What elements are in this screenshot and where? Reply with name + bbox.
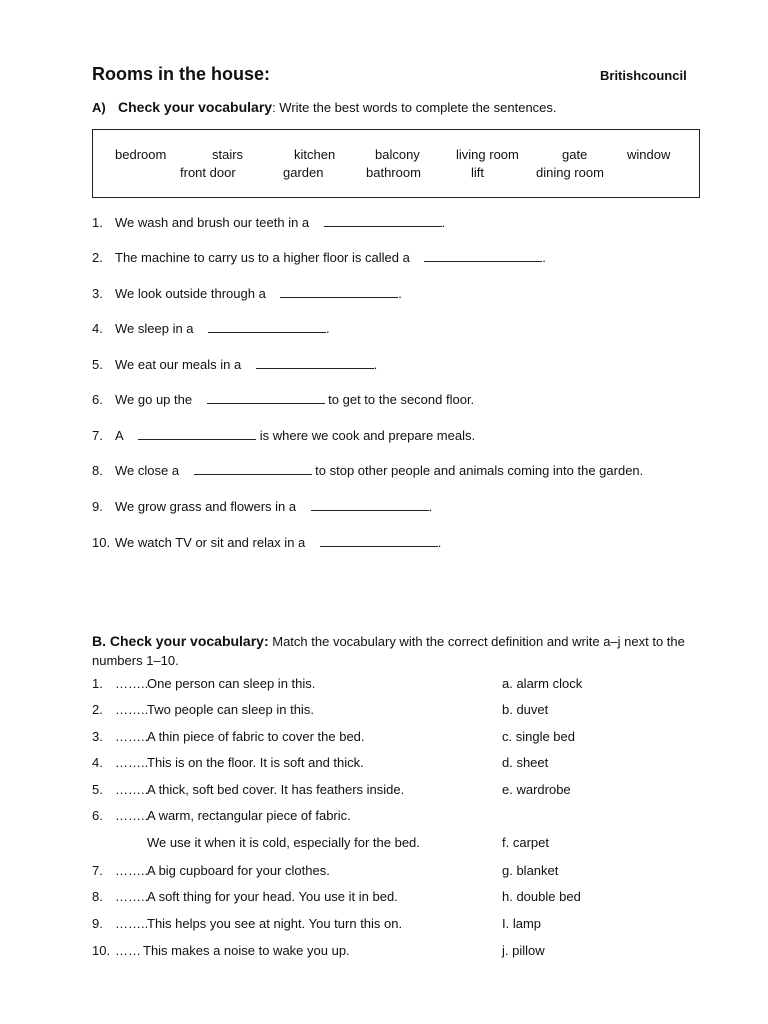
question-number: 8. xyxy=(92,463,103,478)
question-row xyxy=(92,391,474,407)
match-answer-dots[interactable]: …… xyxy=(115,943,141,958)
match-option: f. carpet xyxy=(502,835,549,850)
word-bank-item: gate xyxy=(562,147,588,162)
match-option: j. pillow xyxy=(502,943,545,958)
match-answer-dots[interactable]: …….. xyxy=(115,729,149,744)
question-text-after: . xyxy=(542,250,546,265)
match-option: e. wardrobe xyxy=(502,782,571,797)
match-number: 9. xyxy=(92,916,103,931)
question-text: We watch TV or sit and relax in a xyxy=(115,535,306,550)
question-row xyxy=(92,320,330,336)
match-number: 2. xyxy=(92,702,103,717)
answer-blank[interactable] xyxy=(424,249,542,262)
section-b-instruction: Match the vocabulary with the correct definition and write a–j next to the numbers 1–10. xyxy=(92,634,685,668)
section-a-header xyxy=(92,99,557,115)
word-bank-item: dining room xyxy=(536,165,604,180)
match-item xyxy=(92,782,404,797)
question-row xyxy=(92,534,441,550)
question-number: 6. xyxy=(92,392,103,407)
question-text: We go up the xyxy=(115,392,193,407)
question-number: 9. xyxy=(92,499,103,514)
question-row xyxy=(92,285,402,301)
question-text-after: . xyxy=(325,321,330,336)
match-item xyxy=(92,943,350,958)
word-bank-item: garden xyxy=(283,165,324,180)
match-option: c. single bed xyxy=(502,729,575,744)
word-bank-item: kitchen xyxy=(294,147,336,162)
match-item xyxy=(92,863,330,878)
match-answer-dots[interactable]: …….. xyxy=(115,676,149,691)
match-number: 5. xyxy=(92,782,103,797)
question-row xyxy=(92,498,432,514)
source-label: Britishcouncil xyxy=(600,68,687,83)
question-text: The machine to carry us to a higher floor is called a xyxy=(115,250,410,265)
section-a-instruction: : Write the best words to complete the sentences. xyxy=(272,100,557,115)
word-bank-item: lift xyxy=(471,165,484,180)
match-option: g. blanket xyxy=(502,863,559,878)
question-row xyxy=(92,462,643,478)
section-a-label: A) xyxy=(92,100,106,115)
match-definition: A thick, soft bed cover. It has feathers inside. xyxy=(147,782,405,797)
match-definition: A big cupboard for your clothes. xyxy=(147,863,330,878)
page-title: Rooms in the house: xyxy=(92,64,271,84)
match-item xyxy=(92,916,402,931)
question-text: A xyxy=(115,428,124,443)
question-text-after: . xyxy=(437,535,442,550)
match-answer-dots[interactable]: …….. xyxy=(115,889,149,904)
match-item xyxy=(92,755,364,770)
question-row xyxy=(92,356,377,372)
answer-blank[interactable] xyxy=(256,356,374,369)
question-text-after: . xyxy=(398,286,402,301)
question-number: 4. xyxy=(92,321,103,336)
answer-blank[interactable] xyxy=(324,214,442,227)
question-row xyxy=(92,214,445,230)
word-bank-item: bedroom xyxy=(115,147,167,162)
question-row xyxy=(92,249,546,265)
match-number: 10. xyxy=(92,943,111,958)
match-definition: One person can sleep in this. xyxy=(147,676,316,691)
match-item xyxy=(92,702,314,717)
match-option: h. double bed xyxy=(502,889,581,904)
question-text-after: . xyxy=(428,499,433,514)
question-text-after: to get to the second floor. xyxy=(328,392,475,407)
word-bank-item: window xyxy=(627,147,671,162)
answer-blank[interactable] xyxy=(311,498,429,511)
match-item xyxy=(92,808,351,823)
match-number: 1. xyxy=(92,676,103,691)
match-option: b. duvet xyxy=(502,702,549,717)
match-number: 3. xyxy=(92,729,103,744)
match-definition: This is on the floor. It is soft and thick. xyxy=(147,755,364,770)
match-item xyxy=(92,676,315,691)
question-number: 2. xyxy=(92,250,103,265)
match-definition: This helps you see at night. You turn this on. xyxy=(147,916,403,931)
word-bank-item: bathroom xyxy=(366,165,421,180)
question-text-after: is where we cook and prepare meals. xyxy=(259,428,476,443)
question-text-after: to stop other people and animals coming into the garden. xyxy=(315,463,644,478)
match-option: d. sheet xyxy=(502,755,549,770)
answer-blank[interactable] xyxy=(138,427,256,440)
match-answer-dots[interactable]: …….. xyxy=(115,916,149,931)
question-text: We eat our meals in a xyxy=(115,357,242,372)
word-bank-item: stairs xyxy=(212,147,244,162)
question-text: We look outside through a xyxy=(115,286,266,301)
match-answer-dots[interactable]: …….. xyxy=(115,782,149,797)
match-definition: This makes a noise to wake you up. xyxy=(143,943,350,958)
word-bank-box xyxy=(92,129,700,198)
match-item xyxy=(92,729,365,744)
section-b-header xyxy=(92,632,702,670)
match-definition: A warm, rectangular piece of fabric. xyxy=(147,808,351,823)
question-number: 10. xyxy=(92,535,111,550)
answer-blank[interactable] xyxy=(207,391,325,404)
section-a-heading: Check your vocabulary xyxy=(118,99,273,115)
question-text: We sleep in a xyxy=(115,321,194,336)
match-number: 8. xyxy=(92,889,103,904)
question-text-after: . xyxy=(441,215,446,230)
match-option: a. alarm clock xyxy=(502,676,583,691)
answer-blank[interactable] xyxy=(320,534,438,547)
word-bank-item: balcony xyxy=(375,147,420,162)
match-definition: A soft thing for your head. You use it in bed. xyxy=(147,889,398,904)
match-answer-dots[interactable]: …….. xyxy=(115,755,149,770)
question-number: 3. xyxy=(92,286,103,301)
match-number: 6. xyxy=(92,808,103,823)
match-item xyxy=(92,889,398,904)
question-text: We grow grass and flowers in a xyxy=(115,499,297,514)
match-number: 4. xyxy=(92,755,103,770)
question-row xyxy=(92,427,475,443)
question-text-after: . xyxy=(373,357,378,372)
match-definition: A thin piece of fabric to cover the bed. xyxy=(147,729,365,744)
match-number: 7. xyxy=(92,863,103,878)
question-text: We close a xyxy=(115,463,180,478)
question-number: 5. xyxy=(92,357,103,372)
match-answer-dots[interactable]: …….. xyxy=(115,863,149,878)
match-definition-continued: We use it when it is cold, especially for the bed. xyxy=(147,835,420,850)
match-answer-dots[interactable]: …….. xyxy=(115,702,149,717)
answer-blank[interactable] xyxy=(208,320,326,333)
section-b-heading: B. Check your vocabulary: xyxy=(92,633,269,649)
question-number: 1. xyxy=(92,215,103,230)
answer-blank[interactable] xyxy=(194,462,312,475)
match-answer-dots[interactable]: …….. xyxy=(115,808,149,823)
question-number: 7. xyxy=(92,428,103,443)
word-bank-item: front door xyxy=(180,165,236,180)
word-bank-item: living room xyxy=(456,147,519,162)
match-definition: Two people can sleep in this. xyxy=(147,702,314,717)
question-text: We wash and brush our teeth in a xyxy=(115,215,310,230)
answer-blank[interactable] xyxy=(280,285,398,298)
match-option: I. lamp xyxy=(502,916,542,931)
